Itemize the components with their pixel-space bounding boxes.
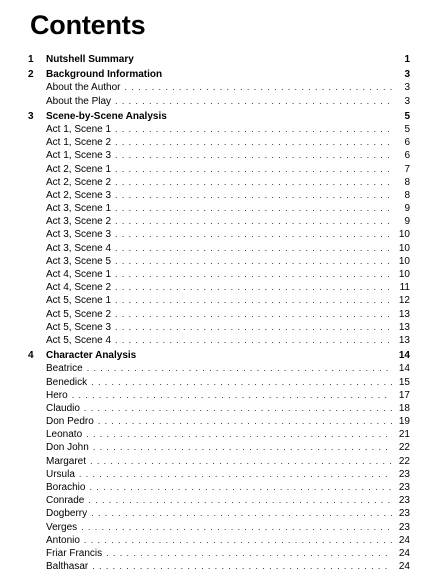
dot-leader: [84, 402, 392, 415]
dot-leader: [90, 455, 392, 468]
entry-title: About the Author: [46, 82, 121, 94]
entry-page-number: 14: [398, 363, 410, 375]
section-number: 3: [28, 110, 34, 122]
entry-page-number: 10: [398, 229, 410, 241]
entry-title: Claudio: [46, 402, 80, 414]
entry-page-number: 23: [398, 482, 410, 493]
entry-title: Conrade: [46, 495, 85, 507]
entry-page-number: 19: [398, 416, 410, 428]
toc-entry[interactable]: [28, 534, 410, 547]
toc-entry[interactable]: [28, 294, 410, 307]
toc-entry[interactable]: [28, 189, 410, 202]
toc-entry[interactable]: [28, 281, 410, 294]
toc-section: [28, 53, 410, 66]
toc-entry[interactable]: [28, 255, 410, 268]
dot-leader: [115, 281, 392, 294]
entry-page-number: 24: [398, 561, 410, 573]
dot-leader: [91, 507, 392, 520]
toc-entry[interactable]: [28, 362, 410, 375]
entry-title: Act 1, Scene 1: [46, 123, 112, 135]
entry-page-number: 12: [398, 295, 410, 307]
toc-entry[interactable]: [28, 560, 410, 573]
dot-leader: [115, 255, 392, 268]
toc-entry[interactable]: [28, 163, 410, 176]
dot-leader: [106, 547, 392, 560]
dot-leader: [115, 308, 392, 321]
entry-title: Don John: [46, 442, 89, 454]
entry-page-number: 5: [404, 123, 410, 135]
toc-entry[interactable]: [28, 321, 410, 334]
table-of-contents: [28, 10, 410, 573]
toc-entry[interactable]: [28, 149, 410, 162]
toc-entry[interactable]: [28, 95, 410, 108]
section-page-number: 14: [398, 350, 410, 362]
entry-title: Don Pedro: [46, 416, 94, 428]
section-title: Character Analysis: [46, 350, 137, 362]
dot-leader: [84, 534, 392, 547]
entry-page-number: 6: [404, 150, 410, 162]
entry-title: Act 3, Scene 3: [46, 229, 112, 241]
toc-section-heading[interactable]: [28, 53, 410, 66]
entry-page-number: 15: [398, 376, 410, 388]
toc-entry[interactable]: [28, 308, 410, 321]
toc-entry[interactable]: [28, 202, 410, 215]
dot-leader: [98, 415, 392, 428]
section-title: Nutshell Summary: [46, 54, 134, 65]
entry-page-number: 13: [398, 308, 410, 320]
toc-entry[interactable]: [28, 176, 410, 189]
entry-page-number: 18: [398, 402, 410, 414]
entry-page-number: 7: [404, 163, 410, 175]
entry-page-number: 9: [404, 216, 410, 228]
entry-page-number: 11: [399, 282, 410, 294]
entry-page-number: 23: [398, 521, 410, 533]
entry-page-number: 3: [404, 82, 410, 94]
dot-leader: [115, 163, 392, 176]
entry-title: Hero: [46, 389, 68, 401]
dot-leader: [89, 481, 392, 494]
toc-entry[interactable]: [28, 123, 410, 136]
entry-page-number: 23: [398, 508, 410, 520]
entry-title: Margaret: [46, 455, 87, 467]
toc-entry[interactable]: [28, 507, 410, 520]
toc-entry[interactable]: [28, 228, 410, 241]
entry-title: Act 3, Scene 1: [46, 203, 112, 215]
dot-leader: [115, 189, 392, 202]
entry-page-number: 24: [398, 534, 410, 546]
toc-section-heading[interactable]: [28, 349, 410, 362]
toc-entry[interactable]: [28, 468, 410, 481]
toc-section: [28, 110, 410, 347]
entry-page-number: 13: [398, 321, 410, 333]
toc-entry[interactable]: [28, 136, 410, 149]
section-number: 1: [28, 54, 34, 65]
entry-title: Act 3, Scene 4: [46, 242, 112, 254]
toc-entry[interactable]: [28, 455, 410, 468]
dot-leader: [115, 95, 392, 108]
entry-title: Act 3, Scene 5: [46, 255, 112, 267]
dot-leader: [115, 136, 392, 149]
entry-title: Act 4, Scene 2: [46, 282, 112, 294]
dot-leader: [115, 202, 392, 215]
entry-title: Friar Francis: [46, 547, 103, 559]
entry-title: Borachio: [46, 482, 86, 493]
toc-entry[interactable]: [28, 376, 410, 389]
dot-leader: [79, 468, 392, 481]
section-title: Background Information: [46, 69, 163, 81]
entry-title: Act 4, Scene 1: [46, 269, 112, 280]
toc-section-heading[interactable]: [28, 110, 410, 123]
section-number: 4: [28, 350, 34, 362]
entry-page-number: 17: [398, 389, 410, 401]
entry-title: Antonio: [46, 534, 80, 546]
entry-page-number: 24: [398, 547, 410, 559]
dot-leader: [92, 560, 392, 573]
toc-entry[interactable]: [28, 389, 410, 402]
dot-leader: [115, 123, 392, 136]
dot-leader: [81, 521, 392, 534]
entry-page-number: 23: [398, 468, 410, 480]
entry-title: Act 5, Scene 4: [46, 334, 112, 346]
entry-page-number: 13: [398, 334, 410, 346]
section-page-number: 3: [404, 69, 410, 81]
toc-section: [28, 68, 410, 108]
entry-page-number: 21: [398, 429, 410, 441]
toc-entry[interactable]: [28, 334, 410, 347]
entry-page-number: 8: [404, 189, 410, 201]
dot-leader: [91, 376, 392, 389]
entry-page-number: 10: [398, 255, 410, 267]
toc-entry[interactable]: [28, 547, 410, 560]
entry-title: Verges: [46, 521, 78, 533]
entry-page-number: 3: [404, 95, 410, 107]
dot-leader: [125, 81, 392, 94]
entry-page-number: 6: [404, 137, 410, 149]
entry-title: Act 2, Scene 3: [46, 189, 112, 201]
toc-entry[interactable]: [28, 242, 410, 255]
section-number: 2: [28, 69, 34, 81]
toc-section-heading[interactable]: [28, 68, 410, 81]
entry-page-number: 10: [398, 242, 410, 254]
entry-page-number: 22: [398, 455, 410, 467]
entry-title: Ursula: [46, 468, 75, 480]
entry-page-number: 10: [398, 269, 410, 280]
toc-entry[interactable]: [28, 415, 410, 428]
dot-leader: [115, 176, 392, 189]
dot-leader: [115, 215, 392, 228]
entry-title: Act 1, Scene 2: [46, 137, 112, 149]
toc-entry[interactable]: [28, 481, 410, 494]
dot-leader: [115, 268, 392, 281]
entry-title: Balthasar: [46, 561, 89, 573]
dot-leader: [93, 441, 392, 454]
dot-leader: [115, 149, 392, 162]
entry-title: Act 5, Scene 1: [46, 295, 112, 307]
toc-entry[interactable]: [28, 428, 410, 441]
entry-title: Act 2, Scene 1: [46, 163, 112, 175]
toc-entry[interactable]: [28, 521, 410, 534]
entry-title: Leonato: [46, 429, 83, 441]
entry-title: Dogberry: [46, 508, 88, 520]
toc-entry[interactable]: [28, 441, 410, 454]
entry-page-number: 8: [404, 176, 410, 188]
section-title: Scene-by-Scene Analysis: [46, 110, 167, 122]
dot-leader: [87, 362, 392, 375]
toc-list: [28, 53, 410, 573]
dot-leader: [86, 428, 392, 441]
toc-entry[interactable]: [28, 215, 410, 228]
entry-page-number: 9: [404, 203, 410, 215]
dot-leader: [72, 389, 392, 402]
page-title: Contents: [30, 10, 146, 40]
entry-title: Act 3, Scene 2: [46, 216, 112, 228]
entry-title: Act 5, Scene 3: [46, 321, 112, 333]
entry-title: Act 2, Scene 2: [46, 176, 112, 188]
toc-entry[interactable]: [28, 81, 410, 94]
dot-leader: [115, 228, 392, 241]
toc-section: [28, 349, 410, 573]
entry-title: About the Play: [46, 95, 112, 107]
dot-leader: [115, 321, 392, 334]
entry-title: Benedick: [46, 376, 88, 388]
entry-title: Act 5, Scene 2: [46, 308, 112, 320]
toc-entry[interactable]: [28, 402, 410, 415]
dot-leader: [115, 242, 392, 255]
toc-entry[interactable]: [28, 268, 410, 281]
dot-leader: [88, 494, 392, 507]
dot-leader: [115, 334, 392, 347]
entry-title: Beatrice: [46, 363, 83, 375]
toc-entry[interactable]: [28, 494, 410, 507]
dot-leader: [115, 294, 392, 307]
entry-page-number: 23: [398, 495, 410, 507]
entry-page-number: 22: [398, 442, 410, 454]
section-page-number: 5: [404, 110, 410, 122]
section-page-number: 1: [404, 54, 410, 65]
entry-title: Act 1, Scene 3: [46, 150, 112, 162]
